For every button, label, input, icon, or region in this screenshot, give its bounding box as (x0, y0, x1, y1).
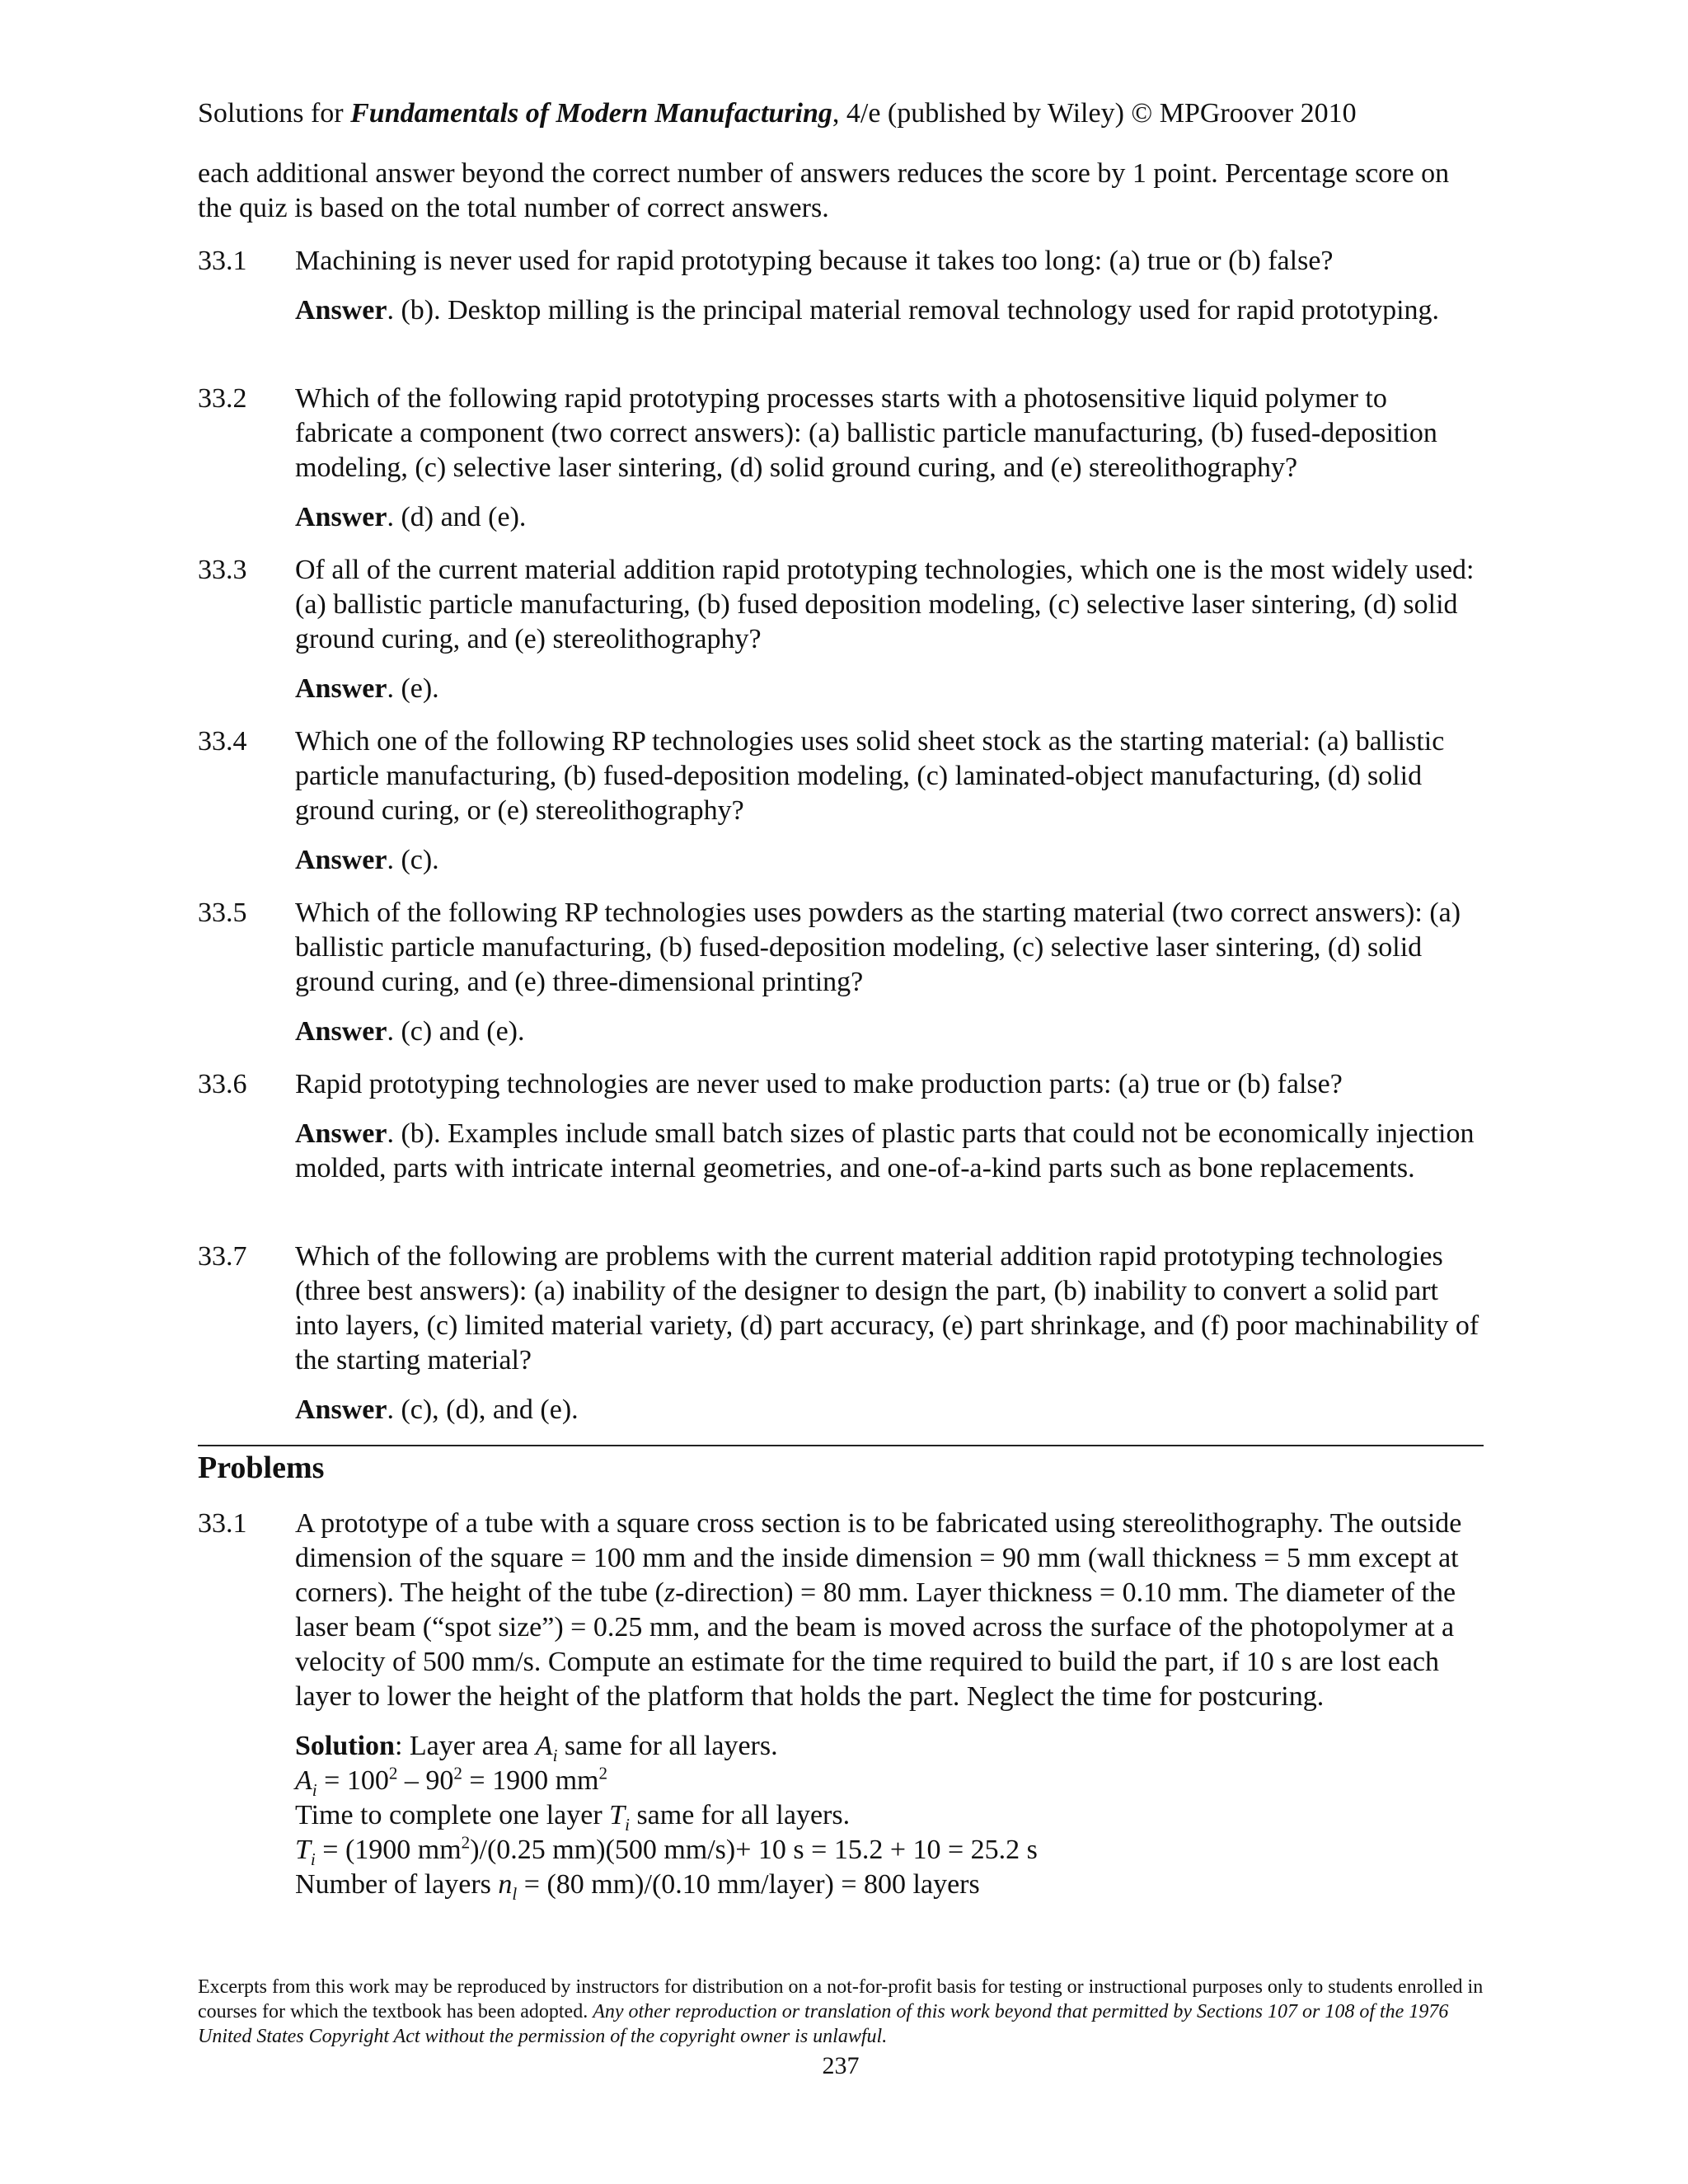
sol-text: Time to complete one layer (295, 1800, 610, 1830)
header-prefix: Solutions for (198, 98, 351, 129)
sol-text: Number of layers (295, 1869, 499, 1900)
question-33-6 (198, 1067, 1484, 1186)
superscript-2: 2 (453, 1763, 462, 1783)
answer-text: . (d) and (e). (387, 502, 527, 532)
answer-text: . (e). (387, 673, 439, 704)
question-33-7 (198, 1240, 1484, 1427)
running-header (198, 96, 1357, 132)
subscript-i: i (552, 1745, 558, 1765)
solution-line-1 (295, 1729, 1484, 1764)
question-33-3 (198, 553, 1484, 706)
superscript-2: 2 (461, 1832, 471, 1853)
answer-label: Answer (295, 1118, 387, 1149)
problem-text-a: A prototype of a tube with a square cross section is to be fabricated using stereolithography. The outside dimension of the square = 100 mm and the inside dimension = 90 mm (wall thickness = 5 mm except at corners). The height of the tube ( (295, 1508, 1462, 1608)
answer-text: . (c), (d), and (e). (387, 1394, 579, 1425)
answer (295, 500, 1484, 535)
question-33-4 (198, 724, 1484, 878)
subscript-i: i (312, 1779, 317, 1800)
question-number: 33.1 (198, 246, 247, 276)
answer-label: Answer (295, 1394, 387, 1425)
symbol-n: n (498, 1869, 513, 1900)
answer (295, 293, 1484, 328)
header-suffix: , 4/e (published by Wiley) © MPGroover 2010 (832, 98, 1357, 129)
footer-normal: Excerpts from this work may be reproduced by instructors for distribution on a not-for-profit basis for testing or instructional purposes only to students enrolled in courses for which the textbook has been adopted. (198, 1976, 1484, 2022)
answer (295, 1015, 1484, 1049)
problem-text (295, 1507, 1484, 1714)
answer-text: . (c). (387, 845, 439, 875)
solution-line-5 (295, 1868, 1484, 1902)
question-number: 33.7 (198, 1241, 247, 1272)
answer (295, 672, 1484, 706)
section-divider (198, 1445, 1484, 1446)
copyright-footer (198, 1975, 1484, 2049)
superscript-2: 2 (388, 1763, 398, 1783)
solution-line-4 (295, 1833, 1484, 1868)
answer (295, 1117, 1484, 1186)
answer-label: Answer (295, 1016, 387, 1047)
problems-heading: Problems (198, 1451, 325, 1485)
sol-text: same for all layers. (557, 1731, 778, 1761)
intro-paragraph: each additional answer beyond the correct number of answers reduces the score by 1 point. Percentage score on the quiz is based on the total number of correct answers. (198, 158, 1450, 223)
sol-text: same for all layers. (629, 1800, 851, 1830)
book-title: Fundamentals of Modern Manufacturing (350, 98, 832, 129)
question-text: Which of the following RP technologies uses powders as the starting material (two correct answers): (a) ballistic particle manufacturing, (b) fused-deposition modeling, (c) selective laser sintering, (d) solid ground curing, and (e) three-dimensional printing? (295, 898, 1461, 997)
answer-text: . (c) and (e). (387, 1016, 525, 1047)
problem-text-b: -direction) = 80 mm. Layer thickness = 0.10 mm. The diameter of the laser beam (“spot size”) = 0.25 mm, and the beam is moved across the surface of the photopolymer at a velocity of 500 mm/s. Compute an estimate for the time required to build the part, if 10 s are lost each layer to lower the height of the platform that holds the part. Neglect the time for postcuring. (295, 1577, 1456, 1712)
question-number: 33.2 (198, 383, 247, 414)
answer-label: Answer (295, 845, 387, 875)
question-33-5 (198, 896, 1484, 1049)
sol-text: = (80 mm)/(0.10 mm/layer) = 800 layers (517, 1869, 980, 1900)
subscript-l: l (512, 1883, 518, 1904)
sol-text: – 90 (397, 1765, 454, 1796)
subscript-i: i (625, 1814, 630, 1835)
question-number: 33.3 (198, 555, 247, 585)
question-text: Rapid prototyping technologies are never used to make production parts: (a) true or (b) false? (295, 1069, 1343, 1099)
symbol-T: T (295, 1835, 311, 1865)
footer-italic: Any other reproduction or translation of this work beyond that permitted by Sections 107 or 108 of the 1976 United States Copyright Act without the permission of the copyright owner is unlawful. (198, 2001, 1449, 2047)
answer-label: Answer (295, 673, 387, 704)
symbol-A: A (535, 1731, 553, 1761)
symbol-A: A (295, 1765, 312, 1796)
answer (295, 843, 1484, 878)
answer-text: . (b). Examples include small batch sizes of plastic parts that could not be economically injection molded, parts with intricate internal geometries, and one-of-a-kind parts such as bone replacements. (295, 1118, 1475, 1183)
answer-text: . (b). Desktop milling is the principal material removal technology used for rapid prototyping. (387, 295, 1440, 326)
sol-text: )/(0.25 mm)(500 mm/s)+ 10 s = 15.2 + 10 = 25.2 s (470, 1835, 1038, 1865)
answer-label: Answer (295, 295, 387, 326)
question-33-2 (198, 382, 1484, 535)
question-number: 33.6 (198, 1069, 247, 1099)
symbol-T: T (609, 1800, 626, 1830)
solution (295, 1729, 1484, 1902)
question-text: Which of the following are problems with the current material addition rapid prototyping technologies (three best answers): (a) inability of the designer to design the part, (b) inability to convert a solid part into layers, (c) limited material variety, (d) part accuracy, (e) part shrinkage, and (f) poor machinability of the starting material? (295, 1241, 1479, 1376)
solution-label: Solution (295, 1731, 395, 1761)
problem-number: 33.1 (198, 1508, 247, 1539)
question-text: Which of the following rapid prototyping processes starts with a photosensitive liquid polymer to fabricate a component (two correct answers): (a) ballistic particle manufacturing, (b) fused-deposition modeling, (c) selective laser sintering, (d) solid ground curing, and (e) stereolithography? (295, 383, 1437, 483)
question-text: Machining is never used for rapid prototyping because it takes too long: (a) true or (b) false? (295, 246, 1334, 276)
solution-line-2 (295, 1764, 1484, 1798)
question-text: Of all of the current material addition rapid prototyping technologies, which one is the most widely used: (a) ballistic particle manufacturing, (b) fused deposition modeling, (c) selective laser sintering, (d) solid ground curing, and (e) stereolithography? (295, 555, 1475, 654)
answer (295, 1393, 1484, 1427)
sol-text: : Layer area (394, 1731, 536, 1761)
question-33-1 (198, 244, 1484, 328)
solution-line-3 (295, 1798, 1484, 1833)
question-text: Which one of the following RP technologies uses solid sheet stock as the starting material: (a) ballistic particle manufacturing, (b) fused-deposition modeling, (c) laminated-object manufacturing, (d) solid ground curing, or (e) stereolithography? (295, 726, 1445, 826)
problem-33-1 (198, 1507, 1484, 1902)
question-number: 33.5 (198, 898, 247, 928)
sol-text: = 1900 mm (462, 1765, 599, 1796)
superscript-2: 2 (598, 1763, 608, 1783)
symbol-z: z (663, 1577, 676, 1608)
page-number: 237 (822, 2052, 860, 2079)
question-number: 33.4 (198, 726, 247, 757)
subscript-i: i (310, 1849, 316, 1869)
sol-text: = (1900 mm (315, 1835, 462, 1865)
answer-label: Answer (295, 502, 387, 532)
sol-text: = 100 (316, 1765, 389, 1796)
